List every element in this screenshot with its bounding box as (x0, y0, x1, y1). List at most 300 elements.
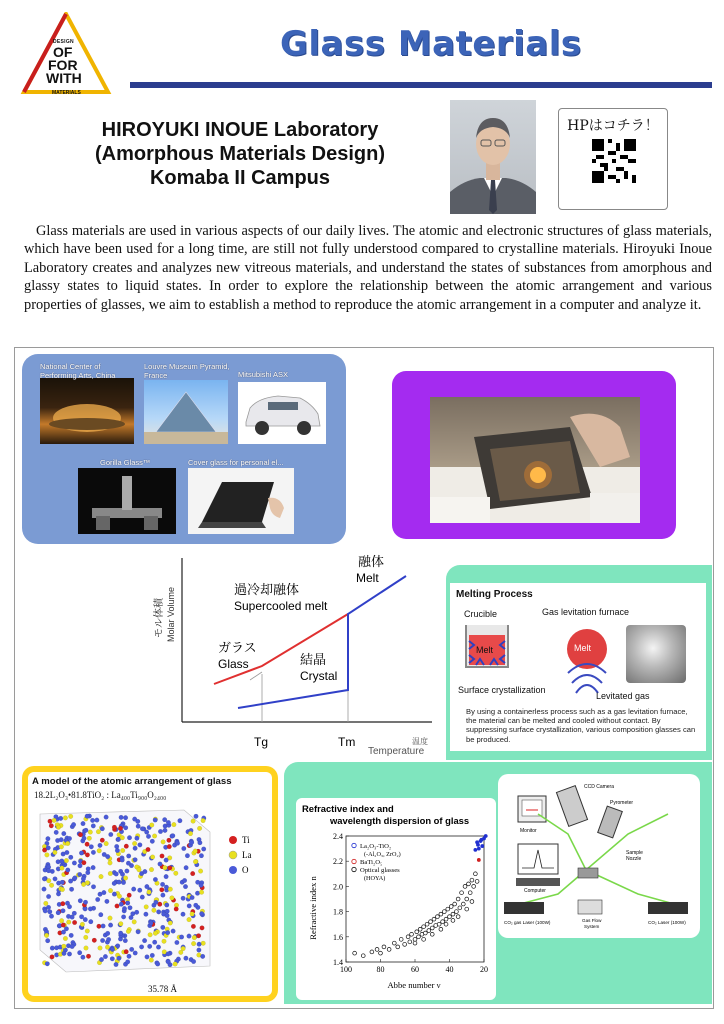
atom-dot (160, 854, 165, 859)
atom-dot (86, 870, 91, 875)
atom-dot (85, 929, 90, 934)
melt-ja: 融体 (358, 555, 385, 570)
x-tick-label: 60 (411, 965, 419, 974)
atom-dot (160, 888, 165, 893)
atom-dot (46, 905, 51, 910)
atom-dot (201, 941, 206, 946)
atom-dot (83, 917, 88, 922)
atom-dot (61, 901, 66, 906)
atom-dot (171, 929, 176, 934)
atom-dot (117, 894, 122, 899)
atom-dot (78, 864, 83, 869)
atom-dot (48, 910, 53, 915)
atom-dot (199, 883, 204, 888)
atom-dot (124, 844, 129, 849)
data-point (441, 920, 445, 924)
atom-dot (175, 841, 180, 846)
atom-dot (61, 930, 66, 935)
monitor-label: Monitor (520, 828, 537, 834)
atom-dot (62, 831, 67, 836)
atom-dot (126, 929, 131, 934)
refr-ylabel: Refractive index n (308, 876, 318, 940)
data-point (448, 915, 452, 919)
atom-dot (66, 914, 71, 919)
atom-dot (145, 884, 150, 889)
atom-dot (150, 839, 155, 844)
atom-dot (84, 935, 89, 940)
data-point (437, 922, 441, 926)
logo-materials: MATERIALS (52, 90, 81, 96)
atom-dot (199, 890, 204, 895)
atom-dot (144, 912, 149, 917)
atom-dot (90, 818, 95, 823)
furnace-photo (430, 397, 640, 523)
melting-title: Melting Process (456, 589, 533, 600)
atom-title: A model of the atomic arrangement of glass (32, 776, 232, 787)
legend-la-marker (229, 851, 237, 859)
atom-dot (152, 834, 157, 839)
atom-dot (69, 855, 74, 860)
atom-dot (42, 877, 47, 882)
data-point (410, 932, 414, 936)
atom-dot (181, 946, 186, 951)
atom-dot (120, 835, 125, 840)
y-tick-label: 1.8 (333, 907, 343, 917)
y-tick-label: 2.2 (333, 857, 343, 867)
atom-dot (63, 816, 68, 821)
atom-dot (95, 897, 100, 902)
atom-dot (72, 920, 77, 925)
atom-dot (82, 836, 87, 841)
atom-dot (85, 853, 90, 858)
atom-dot (198, 869, 203, 874)
atom-dot (167, 838, 172, 843)
y-tick-label: 1.4 (333, 958, 343, 967)
atom-dot (44, 901, 49, 906)
data-point (446, 907, 450, 911)
atom-dot (54, 830, 59, 835)
atom-dot (117, 956, 122, 961)
atom-dot (150, 855, 155, 860)
atom-dot (66, 920, 71, 925)
data-point (451, 912, 455, 916)
data-point (396, 945, 400, 949)
atom-dot (114, 962, 119, 967)
atom-dot (125, 960, 130, 965)
tm-label: Tm (338, 735, 356, 749)
data-point (467, 882, 471, 886)
atom-dot (200, 926, 205, 931)
atom-dot (91, 885, 96, 890)
atom-dot (84, 828, 89, 833)
atom-dot (158, 829, 163, 834)
data-point (455, 910, 459, 914)
atom-dot (197, 837, 202, 842)
sample-label: Sample (626, 850, 643, 856)
atom-dot (127, 893, 132, 898)
app-caption-tablet: Cover glass for personal el... (188, 458, 284, 467)
glass-en: Glass (218, 657, 249, 671)
laser1-label: CO₂ gas Laser (100W) (504, 920, 551, 925)
qr-code-icon[interactable] (592, 139, 636, 183)
levitation-setup-panel (498, 774, 700, 938)
atom-dot (103, 954, 108, 959)
atom-dot (80, 922, 85, 927)
legend-ti: Ti (242, 835, 250, 845)
atom-dot (46, 868, 51, 873)
atom-dot (191, 959, 196, 964)
atom-dot (161, 840, 166, 845)
atom-dot (77, 872, 82, 877)
atom-dot (99, 874, 104, 879)
legend-sublabel: (-Al₂O₃, ZrO₂) (364, 851, 401, 858)
atom-dot (45, 938, 50, 943)
atom-dot (201, 847, 206, 852)
atom-dot (123, 938, 128, 943)
data-point (470, 900, 474, 904)
atom-dot (199, 853, 204, 858)
atom-dot (100, 826, 105, 831)
atom-dot (146, 834, 151, 839)
atom-dot (67, 836, 72, 841)
atom-dot (49, 914, 54, 919)
levitation-icon (562, 625, 612, 697)
atom-dot (158, 862, 163, 867)
surface-label: Surface crystallization (458, 685, 546, 695)
atom-dot (187, 934, 192, 939)
data-point (436, 915, 440, 919)
gasflow-label-2: System (584, 924, 600, 929)
atom-dot (81, 821, 86, 826)
atom-dot (62, 944, 67, 949)
atom-dot (65, 841, 70, 846)
atom-dot (182, 878, 187, 883)
app-caption-ncpa: National Center of Performing Arts, China (40, 362, 116, 380)
atom-dot (119, 922, 124, 927)
atom-dot (79, 851, 84, 856)
legend-o: O (242, 865, 249, 875)
atom-dot (126, 861, 131, 866)
app-photo-louvre (144, 380, 228, 444)
data-point (460, 891, 464, 895)
atom-dot (56, 825, 61, 830)
atom-dot (182, 846, 187, 851)
atom-dot (53, 850, 58, 855)
atom-dot (119, 815, 124, 820)
data-point (442, 910, 446, 914)
xlabel-en: Temperature (368, 746, 425, 757)
atom-dot (81, 955, 86, 960)
atom-dot (144, 905, 149, 910)
atom-dot (122, 906, 127, 911)
x-tick-label: 100 (340, 965, 352, 974)
data-point (417, 935, 421, 939)
refr-xlabel: Abbe number ν (387, 980, 441, 990)
data-point (353, 951, 357, 955)
atom-dot (65, 850, 70, 855)
data-point (439, 912, 443, 916)
atom-dot (128, 906, 133, 911)
atom-dot (142, 938, 147, 943)
app-photo-gorilla (78, 468, 176, 534)
app-photo-ncpa (40, 378, 134, 444)
atom-dot (49, 883, 54, 888)
atom-dot (136, 930, 141, 935)
atom-dot (47, 878, 52, 883)
legend-la: La (242, 850, 252, 860)
atom-dot (66, 868, 71, 873)
atom-dot (100, 838, 105, 843)
atom-dot (110, 947, 115, 952)
lab-title (30, 118, 450, 190)
atom-dot (120, 872, 125, 877)
melt-en: Melt (356, 571, 379, 585)
glass-ja: ガラス (218, 641, 257, 656)
atom-dot (92, 938, 97, 943)
atom-dot (68, 814, 73, 819)
atom-dot (59, 918, 64, 923)
refr-title-1: Refractive index and (302, 803, 394, 814)
atom-dot (156, 945, 161, 950)
y-tick-label: 1.6 (333, 932, 343, 942)
atom-dot (147, 890, 152, 895)
app-caption-louvre: Louvre Museum Pyramid, France (144, 362, 230, 380)
data-point (425, 922, 429, 926)
atom-dot (124, 949, 129, 954)
computer-label: Computer (524, 888, 546, 894)
atom-dot (152, 908, 157, 913)
atom-dot (125, 869, 130, 874)
atom-dot (114, 872, 119, 877)
atom-dot (183, 884, 188, 889)
atom-dot (117, 880, 122, 885)
atom-dot (193, 859, 198, 864)
atom-dot (43, 909, 48, 914)
melting-process-panel (446, 565, 712, 760)
data-point (430, 932, 434, 936)
atom-dot (83, 900, 88, 905)
data-point (461, 902, 465, 906)
atom-dot (127, 954, 132, 959)
atom-dot (119, 902, 124, 907)
atom-dot (185, 853, 190, 858)
title-underline (130, 82, 712, 88)
atom-dot (163, 865, 168, 870)
atom-dot (70, 944, 75, 949)
data-point (413, 937, 417, 941)
ylabel-ja: モル体積 (154, 598, 165, 638)
data-point (480, 844, 484, 848)
atom-dot (52, 818, 57, 823)
atom-dot (108, 861, 113, 866)
atom-dot (112, 881, 117, 886)
atom-dot (153, 818, 158, 823)
atom-dot (143, 869, 148, 874)
atom-dot (97, 849, 102, 854)
atom-dot (48, 819, 53, 824)
logo-of: OF (53, 44, 73, 60)
atom-dot (83, 907, 88, 912)
atom-dot (163, 828, 168, 833)
atom-dot (132, 920, 137, 925)
lab-campus: Komaba II Campus (149, 167, 331, 189)
homepage-qr[interactable] (558, 108, 668, 210)
atom-dot (168, 921, 173, 926)
atom-dot (45, 962, 50, 967)
atom-dot (96, 829, 101, 834)
legend-sublabel: (HOYA) (364, 875, 386, 882)
data-point (473, 848, 477, 852)
atom-dot (59, 845, 64, 850)
atom-dot (161, 925, 166, 930)
atom-dot (133, 846, 138, 851)
atom-dot (91, 824, 96, 829)
atom-dot (88, 907, 93, 912)
atom-dot (99, 957, 104, 962)
atom-model-panel (22, 766, 278, 1002)
nozzle-label: Nozzle (626, 856, 642, 862)
atom-dot (123, 826, 128, 831)
data-point (415, 930, 419, 934)
atom-dot (155, 962, 160, 967)
data-point (475, 879, 479, 883)
atom-dot (192, 935, 197, 940)
atom-dot (184, 956, 189, 961)
data-point (449, 905, 453, 909)
atom-dot (89, 845, 94, 850)
phase-diagram (150, 550, 444, 760)
data-point (465, 897, 469, 901)
atom-dot (46, 836, 51, 841)
y-tick-label: 2.0 (333, 882, 343, 892)
atom-dot (89, 919, 94, 924)
atom-dot (104, 841, 109, 846)
data-point (427, 929, 431, 933)
logo-for: FOR (48, 57, 78, 73)
atom-dot (144, 830, 149, 835)
atom-dot (104, 815, 109, 820)
lab-name: HIROYUKI INOUE Laboratory (101, 119, 379, 141)
qr-label: HPはコチラ！ (567, 118, 659, 134)
xlabel-ja: 温度 (412, 737, 428, 746)
atom-dot (67, 952, 72, 957)
laser2-label: CO₂ Laser (100W) (648, 920, 686, 925)
atom-dot (148, 933, 153, 938)
data-point (456, 897, 460, 901)
atom-dot (175, 940, 180, 945)
atom-dot (166, 960, 171, 965)
lab-subtitle: (Amorphous Materials Design) (94, 143, 386, 165)
legend-label: Optical glasses (360, 867, 400, 874)
atom-dot (85, 842, 90, 847)
atom-dot (68, 879, 73, 884)
x-tick-label: 20 (480, 965, 488, 974)
atom-dot (129, 947, 134, 952)
x-tick-label: 80 (376, 965, 385, 974)
atom-dot (60, 887, 65, 892)
atom-dot (61, 923, 66, 928)
atom-dot (56, 910, 61, 915)
atom-dot (161, 893, 166, 898)
atom-dot (135, 836, 140, 841)
atom-dot (62, 951, 67, 956)
supercooled-ja: 過冷却融体 (234, 583, 300, 598)
atom-dot (82, 860, 87, 865)
refractive-index-panel (296, 798, 496, 1000)
atom-dot (72, 911, 77, 916)
supercooled-en: Supercooled melt (234, 599, 328, 613)
atom-dot (98, 946, 103, 951)
atom-dot (61, 909, 66, 914)
tg-label: Tg (254, 735, 269, 749)
atom-dot (194, 814, 199, 819)
atom-dot (114, 844, 119, 849)
melting-description: By using a containerless process such as a gas levitation furnace, the material can be melted and cooled without contact. By suppressing surface crystallization, various composition glasses can be produced. (466, 707, 696, 744)
atom-dot (132, 817, 137, 822)
atom-dot (179, 935, 184, 940)
page-title: Glass Materials (280, 24, 582, 64)
pyrometer-label: Pyrometer (610, 800, 634, 806)
atom-dot (53, 877, 58, 882)
atom-dot (85, 881, 90, 886)
atom-dot (121, 915, 126, 920)
app-caption-gorilla: Gorilla Glass™ (100, 458, 151, 467)
atom-dot (46, 894, 51, 899)
atom-dot (85, 814, 90, 819)
atom-dot (115, 904, 120, 909)
atom-dot (197, 826, 202, 831)
atom-dot (86, 954, 91, 959)
data-point (387, 948, 391, 952)
data-point (473, 872, 477, 876)
atom-dot (77, 950, 82, 955)
data-point (444, 922, 448, 926)
data-point (429, 920, 433, 924)
atom-dot (191, 924, 196, 929)
legend-marker (352, 867, 356, 871)
data-point (423, 931, 427, 935)
atom-dot (174, 907, 179, 912)
professor-portrait (450, 100, 536, 214)
atom-dot (168, 866, 173, 871)
data-point (406, 935, 410, 939)
data-point (399, 937, 403, 941)
app-photo-tablet (188, 468, 294, 534)
atom-dot (106, 937, 111, 942)
atom-dot (58, 816, 63, 821)
atom-dot (105, 945, 110, 950)
data-point (382, 945, 386, 949)
atom-dot (67, 904, 72, 909)
atom-dot (197, 942, 202, 947)
ylabel-en: Molar Volume (166, 586, 176, 642)
atom-dot (115, 848, 120, 853)
levitated-label: Levitated gas (596, 691, 650, 701)
atom-dot (200, 954, 205, 959)
atom-dot (91, 850, 96, 855)
app-caption-asx: Mitsubishi ASX (238, 370, 289, 379)
atom-dot (172, 822, 177, 827)
atom-dot (132, 841, 137, 846)
data-point (370, 950, 374, 954)
atom-dot (160, 882, 165, 887)
atom-dot (150, 823, 155, 828)
data-point (444, 917, 448, 921)
atom-dot (72, 861, 77, 866)
atom-dot (108, 916, 113, 921)
atom-dot (71, 822, 76, 827)
atom-dot (109, 832, 114, 837)
